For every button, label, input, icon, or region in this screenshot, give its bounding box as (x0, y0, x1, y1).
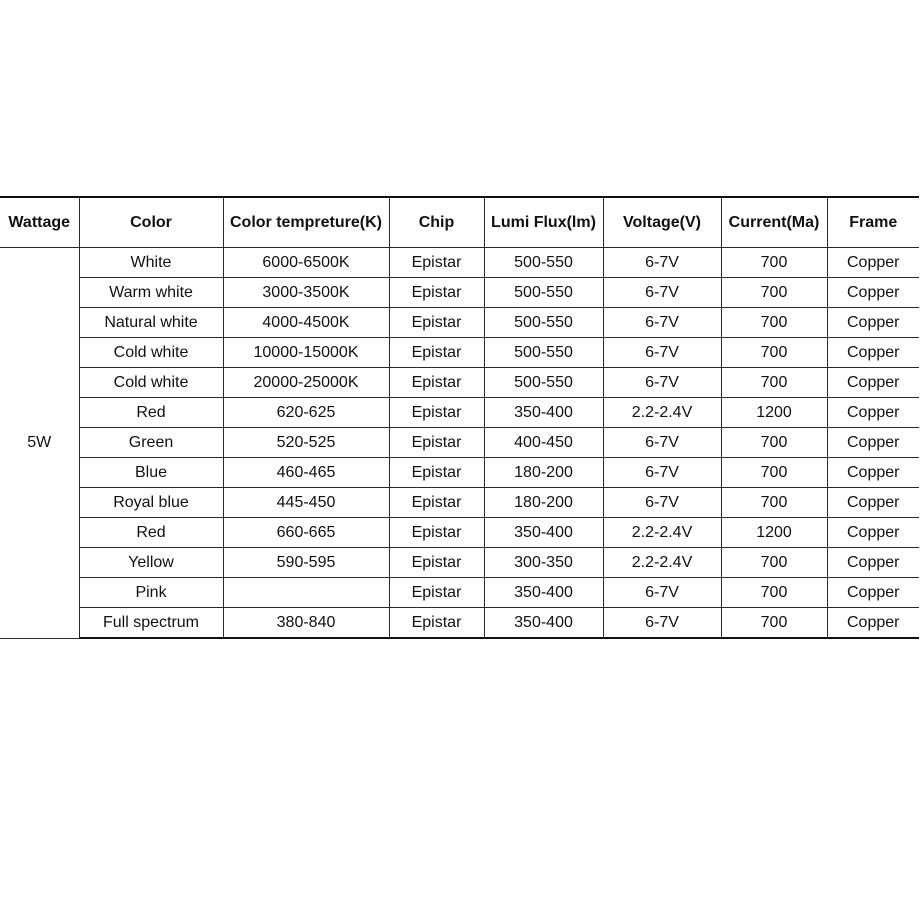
chip-cell: Epistar (389, 308, 484, 338)
flux-cell: 500-550 (484, 308, 603, 338)
header-row (0, 197, 919, 248)
color-cell: Green (79, 428, 223, 458)
header-color: Color (79, 197, 223, 248)
temp-cell: 460-465 (223, 458, 389, 488)
color-cell: White (79, 248, 223, 278)
table-row (0, 458, 919, 488)
color-cell: Pink (79, 578, 223, 608)
chip-cell: Epistar (389, 578, 484, 608)
frame-cell: Copper (827, 428, 919, 458)
current-cell: 700 (721, 578, 827, 608)
voltage-cell: 6-7V (603, 428, 721, 458)
table-row (0, 608, 919, 639)
table-row (0, 248, 919, 278)
frame-cell: Copper (827, 488, 919, 518)
flux-cell: 180-200 (484, 458, 603, 488)
voltage-cell: 6-7V (603, 608, 721, 639)
voltage-cell: 6-7V (603, 578, 721, 608)
temp-cell: 10000-15000K (223, 338, 389, 368)
voltage-cell: 2.2-2.4V (603, 548, 721, 578)
current-cell: 700 (721, 308, 827, 338)
temp-cell: 620-625 (223, 398, 389, 428)
table-row (0, 308, 919, 338)
chip-cell: Epistar (389, 548, 484, 578)
table-row (0, 518, 919, 548)
color-cell: Cold white (79, 338, 223, 368)
table-row (0, 338, 919, 368)
temp-cell (223, 578, 389, 608)
frame-cell: Copper (827, 278, 919, 308)
frame-cell: Copper (827, 458, 919, 488)
spec-table (0, 196, 919, 639)
color-cell: Blue (79, 458, 223, 488)
table-row (0, 398, 919, 428)
current-cell: 700 (721, 248, 827, 278)
temp-cell: 520-525 (223, 428, 389, 458)
header-chip: Chip (389, 197, 484, 248)
chip-cell: Epistar (389, 608, 484, 639)
chip-cell: Epistar (389, 248, 484, 278)
temp-cell: 3000-3500K (223, 278, 389, 308)
current-cell: 1200 (721, 398, 827, 428)
chip-cell: Epistar (389, 338, 484, 368)
header-current: Current(Ma) (721, 197, 827, 248)
chip-cell: Epistar (389, 398, 484, 428)
flux-cell: 350-400 (484, 398, 603, 428)
chip-cell: Epistar (389, 278, 484, 308)
voltage-cell: 2.2-2.4V (603, 518, 721, 548)
temp-cell: 445-450 (223, 488, 389, 518)
frame-cell: Copper (827, 578, 919, 608)
flux-cell: 350-400 (484, 578, 603, 608)
temp-cell: 6000-6500K (223, 248, 389, 278)
current-cell: 700 (721, 458, 827, 488)
current-cell: 700 (721, 338, 827, 368)
flux-cell: 350-400 (484, 608, 603, 639)
color-cell: Red (79, 398, 223, 428)
table-row (0, 428, 919, 458)
table-row (0, 278, 919, 308)
table-row (0, 578, 919, 608)
flux-cell: 180-200 (484, 488, 603, 518)
table-row (0, 368, 919, 398)
current-cell: 700 (721, 608, 827, 639)
temp-cell: 660-665 (223, 518, 389, 548)
flux-cell: 500-550 (484, 248, 603, 278)
temp-cell: 20000-25000K (223, 368, 389, 398)
color-cell: Full spectrum (79, 608, 223, 639)
color-cell: Royal blue (79, 488, 223, 518)
voltage-cell: 6-7V (603, 488, 721, 518)
frame-cell: Copper (827, 368, 919, 398)
frame-cell: Copper (827, 608, 919, 639)
frame-cell: Copper (827, 398, 919, 428)
header-wattage: Wattage (0, 197, 79, 248)
frame-cell: Copper (827, 548, 919, 578)
current-cell: 700 (721, 488, 827, 518)
color-cell: Natural white (79, 308, 223, 338)
voltage-cell: 6-7V (603, 248, 721, 278)
chip-cell: Epistar (389, 488, 484, 518)
frame-cell: Copper (827, 248, 919, 278)
voltage-cell: 6-7V (603, 458, 721, 488)
flux-cell: 400-450 (484, 428, 603, 458)
color-cell: Yellow (79, 548, 223, 578)
header-color-temperature: Color tempreture(K) (223, 197, 389, 248)
header-frame: Frame (827, 197, 919, 248)
current-cell: 700 (721, 428, 827, 458)
temp-cell: 4000-4500K (223, 308, 389, 338)
flux-cell: 500-550 (484, 368, 603, 398)
chip-cell: Epistar (389, 458, 484, 488)
current-cell: 700 (721, 368, 827, 398)
table-row (0, 488, 919, 518)
flux-cell: 500-550 (484, 338, 603, 368)
voltage-cell: 6-7V (603, 278, 721, 308)
voltage-cell: 6-7V (603, 338, 721, 368)
color-cell: Red (79, 518, 223, 548)
voltage-cell: 2.2-2.4V (603, 398, 721, 428)
chip-cell: Epistar (389, 428, 484, 458)
wattage-cell: 5W (0, 248, 79, 639)
current-cell: 700 (721, 278, 827, 308)
table-row (0, 548, 919, 578)
temp-cell: 380-840 (223, 608, 389, 639)
voltage-cell: 6-7V (603, 308, 721, 338)
voltage-cell: 6-7V (603, 368, 721, 398)
current-cell: 1200 (721, 518, 827, 548)
chip-cell: Epistar (389, 518, 484, 548)
frame-cell: Copper (827, 338, 919, 368)
current-cell: 700 (721, 548, 827, 578)
chip-cell: Epistar (389, 368, 484, 398)
frame-cell: Copper (827, 518, 919, 548)
header-voltage: Voltage(V) (603, 197, 721, 248)
temp-cell: 590-595 (223, 548, 389, 578)
flux-cell: 350-400 (484, 518, 603, 548)
frame-cell: Copper (827, 308, 919, 338)
color-cell: Cold white (79, 368, 223, 398)
header-lumi-flux: Lumi Flux(lm) (484, 197, 603, 248)
flux-cell: 300-350 (484, 548, 603, 578)
color-cell: Warm white (79, 278, 223, 308)
flux-cell: 500-550 (484, 278, 603, 308)
